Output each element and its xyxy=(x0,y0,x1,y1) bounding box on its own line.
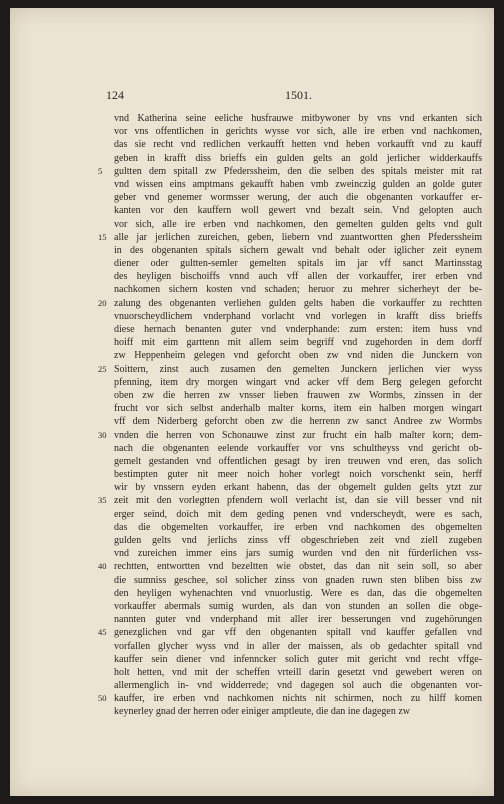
line-text: wir by vnssern eyden erkant habenn, das der obgemelt gulden gelts ytzt zur xyxy=(114,482,482,494)
text-line xyxy=(98,165,482,178)
text-line xyxy=(114,574,482,587)
text-line xyxy=(114,283,482,296)
line-text: holt hetten, vnd mit der scheffen vrteill darin gesetzt vnd gewebert weren on xyxy=(114,666,482,678)
line-text: des heyligen bischoiffs vnnd auch vff allen der vorkauffer, irer erben vnd xyxy=(114,271,482,283)
text-line xyxy=(114,600,482,613)
line-text: zw Heppenheim gelegen vnd geforcht oben zw vnd niden die Junckern von xyxy=(114,350,482,362)
text-line xyxy=(98,297,482,310)
line-text: kauffer sein diener vnd infenncker solich guter mit gericht vnd recht vffge- xyxy=(114,653,482,665)
text-line xyxy=(114,481,482,494)
line-text: vnd Katherina seine eeliche husfrauwe mitbywoner by vns vnd erkanten sich xyxy=(114,113,482,124)
line-text: vff dem Niderberg geforcht oben zw die herrenn zw sanct Andree zw Wormbs xyxy=(114,416,482,428)
text-line xyxy=(114,336,482,349)
text-line xyxy=(114,587,482,600)
line-text: gultten dem spitall zw Pfederssheim, den die selben des spitals meister mit rat xyxy=(114,165,482,177)
body-text xyxy=(98,112,482,719)
text-line xyxy=(114,455,482,468)
text-line xyxy=(114,468,482,481)
line-text: gulden gelts vnd jerlichs zinss vff obgeschrieben zeit vnd ziell zugeben xyxy=(114,535,482,546)
text-line xyxy=(114,244,482,257)
line-text: kauffer, ire erben vnd nachkomen nichts nit schirmen, noch zu hilff komen xyxy=(114,693,482,705)
line-text: hoiff mit eim garttenn mit allem seim begriff vnd zugehorden in dem dorff xyxy=(114,337,482,349)
line-text: allermenglich in- vnd widderrede; vnd dagegen sol auch die obgenanten vor- xyxy=(114,680,482,692)
line-text: diener oder gultten-semler gemelten spitals im jar vff sanct Martinsstag xyxy=(114,258,482,270)
line-text: vorkauffer abermals sumig wurden, als dan von stunden an sollen die obge- xyxy=(114,600,482,612)
text-line xyxy=(98,494,482,507)
text-line xyxy=(114,178,482,191)
line-text: kanten vor den kauffern woll gewert vnd bezalt sein. Vnd gelopten auch xyxy=(114,205,482,217)
text-line xyxy=(114,138,482,151)
line-number: 30 xyxy=(98,429,107,440)
line-text: das die obgemelten vorkauffer, ire erben vnd nachkomen des obgemelten xyxy=(114,521,482,533)
line-text: bestimpten guter nit meer noich hoher vorlegt noich vorschenkt sein, herff xyxy=(114,469,482,481)
line-text: nachkomen sichern kosten vnd schaden; heruor zu mehrer sicherheyt der be- xyxy=(114,284,482,296)
line-text: zeit mit den vorlegtten pfendern woll verlacht ist, dan sie vill besser vnd nit xyxy=(114,495,482,507)
text-line xyxy=(114,257,482,270)
line-text: vor sich, alle ire erben vnd nachkomen, den gemelten gulden gelts vnd gult xyxy=(114,218,482,230)
line-number: 5 xyxy=(98,165,103,176)
line-text: die sumniss geschee, sol solicher zinss von gnaden ruwn sten bliben biss zw xyxy=(114,574,482,586)
line-text: erger seind, doich mit dem geding penen vnd vnderscheydt, were es sach, xyxy=(114,508,482,520)
line-text: alle jar jerlichen zureichen, geben, liebern vnd zuantwortten ghen Pfederssheim xyxy=(114,231,482,243)
text-line xyxy=(114,152,482,165)
line-text: das sie recht vnd redlichen verkaufft hetten vnd heben vorkaufft vnd zu kauff xyxy=(114,139,482,151)
page-number: 124 xyxy=(106,88,124,102)
line-number: 25 xyxy=(98,363,107,374)
page-year: 1501. xyxy=(285,88,312,102)
line-text: geber vnd genemer wormsser werung, der auch die obgenanten vorkauffer er- xyxy=(114,192,482,204)
book-page xyxy=(10,8,494,796)
line-number: 50 xyxy=(98,693,107,704)
line-text: geben in krafft diss brieffs ein gulden gelts an gold jerlicher widderkauffs xyxy=(114,152,482,164)
text-line xyxy=(114,218,482,231)
text-line xyxy=(98,560,482,573)
line-text: pfenning, item dry morgen wingart vnd acker vff dem Berg gelegen geforcht xyxy=(114,376,482,388)
text-line xyxy=(114,640,482,653)
line-text: genezglichen vnd gar vff den obgenanten spitall vnd kauffer gefallen vnd xyxy=(114,627,482,639)
text-line xyxy=(114,415,482,428)
line-text: diese hernach benanten guter vnd vnderphande: zum ersten: item huss vnd xyxy=(114,324,482,335)
line-text: vnd zureichen immer eins jars sumig wurden vnd den nit fürderlichen vss- xyxy=(114,548,482,560)
line-number: 35 xyxy=(98,495,107,506)
text-line xyxy=(114,442,482,455)
text-line xyxy=(114,402,482,415)
text-line xyxy=(114,204,482,217)
line-number: 15 xyxy=(98,231,107,242)
text-line xyxy=(114,534,482,547)
page-header xyxy=(10,88,494,102)
line-text: rechtten, entwortten vnd bezeltten wie obstet, das dan nit sein soll, so aber xyxy=(114,561,482,573)
line-text: oben zw die herren zw vnsser lieben frauwen zw Wormbs, zinssen in der xyxy=(114,389,482,401)
line-text: nach die obgenanten eelende vorkauffer vor vns schultheyss vnd gericht ob- xyxy=(114,442,482,454)
text-line xyxy=(114,323,482,336)
text-line xyxy=(98,231,482,244)
line-number: 20 xyxy=(98,297,107,308)
text-line xyxy=(114,705,482,718)
line-text: vor vns offentlichen in gerichts wysse vor sich, alle ire erben vnd nachkomen, xyxy=(114,126,482,138)
line-number: 40 xyxy=(98,561,107,572)
line-text: vnd wissen eins amptmans gekaufft haben vmb zweinczig gulden an golde guter xyxy=(114,178,482,190)
text-line xyxy=(114,112,482,125)
text-line xyxy=(114,521,482,534)
text-line xyxy=(114,310,482,323)
text-line xyxy=(98,626,482,639)
text-line xyxy=(98,429,482,442)
line-text: vnden die herren von Schonauwe zinst zur frucht ein halb malter korn; dem- xyxy=(114,429,482,441)
text-line xyxy=(114,191,482,204)
line-text: den heyligen wyhenachten vnd vnuorlustig. Were es dan, das die obgemelten xyxy=(114,587,482,599)
text-line xyxy=(114,679,482,692)
line-text: in des obgenanten spitals sichern gewalt vnd behalt oder iglicher zeit eynem xyxy=(114,244,482,256)
line-number: 45 xyxy=(98,627,107,638)
text-line xyxy=(114,666,482,679)
line-text: nannten guter vnd vnderphand mit aller irer besserungen vnd zugehörungen xyxy=(114,614,482,626)
text-line xyxy=(98,363,482,376)
text-line xyxy=(114,613,482,626)
line-text: Soittern, zinst auch zusamen den gemelten Junckern jerlichen vier wyss xyxy=(114,363,482,375)
line-text: vnuorscheydlichem vnderphand vorlacht vnd vorlegen in krafft diss brieffs xyxy=(114,310,482,322)
text-line xyxy=(114,270,482,283)
text-line xyxy=(114,349,482,362)
text-line xyxy=(114,508,482,521)
line-text: gemelt gestanden vnd offentlichen gesagt by iren treuwen vnd eren, das solich xyxy=(114,455,482,467)
text-line xyxy=(114,389,482,402)
text-line xyxy=(114,125,482,138)
line-text: keynerley gnad der herren oder einiger amptleute, die dan ine dagegen zw xyxy=(114,706,410,718)
text-line xyxy=(114,376,482,389)
text-line xyxy=(98,692,482,705)
text-line xyxy=(114,547,482,560)
line-text: vorfallen glycher wyss vnd in aller der maissen, als ob gedachter spitall vnd xyxy=(114,640,482,652)
text-line xyxy=(114,653,482,666)
line-text: frucht vor sich selbst anderhalb malter korns, item ein halben morgen wingart xyxy=(114,403,482,415)
line-text: zalung des obgenanten verliehen gulden gelts haben die vorkauffer zu rechtten xyxy=(114,297,482,309)
